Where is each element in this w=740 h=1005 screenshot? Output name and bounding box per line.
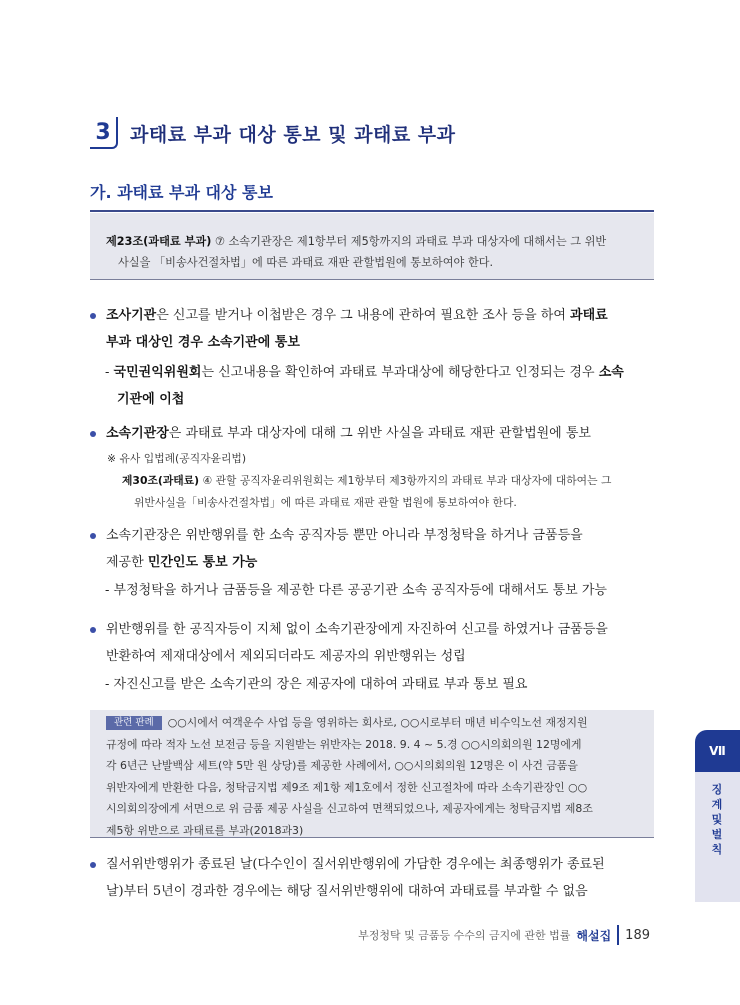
bullet-dot xyxy=(90,313,96,319)
footer-subtitle: 해설집 xyxy=(576,928,612,943)
page-number: 189 xyxy=(625,927,650,943)
bullet-dot xyxy=(90,431,96,437)
law-article: 제23조(과태료 부과) xyxy=(106,235,212,248)
section-heading xyxy=(90,116,456,150)
subsection-title: 가. 과태료 부과 대상 통보 xyxy=(90,183,273,202)
footer-book-title: 부정청탁 및 금품등 수수의 금지에 관한 법률 xyxy=(358,929,571,942)
related-case-box: 관련 판례 ○○시에서 여객운수 사업 등을 영위하는 회사로, ○○시로부터 매년 비수익노선 재정지원 규정에 따라 적자 노선 보전금 등을 지원받는 위반자는 2018. 9. 4 ~ 5.경 ○○시의회의원 12명에게 각 6년근 난발백삼 세트(약 5만 원 상당)를 제공한 사례에서, ○○시의회의원 12명은 이 사건 금품을 위반자에게 반환한 다음, 청탁금지법 제9조 제1항 제1호에서 정한 신고절차에 따라 소속기관장인 ○○ 시의회의장에게 서면으로 위 금품 제공 사실을 신고하여 면책되었으나, 제공자에게는 청탁금지법 제8조 제5항 위반으로 과태료를 부과(2018과3) xyxy=(90,710,654,838)
bullet-dot xyxy=(90,862,96,868)
footer-divider xyxy=(617,925,619,945)
bullet-civilian-notice: 소속기관장은 위반행위를 한 소속 공직자등 뿐만 아니라 부정청탁을 하거나 금품등을 제공한 민간인도 통보 가능 xyxy=(90,522,660,576)
law-line-1: 제23조(과태료 부과) ⑦ 소속기관장은 제1항부터 제5항까지의 과태료 부과 대상자에 대해서는 그 위반 xyxy=(106,235,607,248)
bullet-investigating-agency: 조사기관은 신고를 받거나 이첩받은 경우 그 내용에 관하여 필요한 조사 등을 하여 과태료 부과 대상인 경우 소속기관에 통보 xyxy=(90,302,660,356)
bullet-dot xyxy=(90,627,96,633)
section-number: 3 xyxy=(90,117,118,149)
chapter-side-label: 징계 및 벌칙 xyxy=(711,783,723,856)
subsection-rule xyxy=(90,210,654,212)
law-line-2: 사실을 「비송사건절차법」에 따른 과태료 재판 관할법원에 통보하여야 한다. xyxy=(118,256,494,269)
legislation-note: ※ 유사 입법례(공직자윤리법) 제30조(과태료) ④ 관할 공직자윤리위원회는 제1항부터 제3항까지의 과태료 부과 대상자에 대하여는 그 위반사실을「비송사건절차법」에 따른 과태료 재판 관할 법원에 통보하여야 한다. xyxy=(107,452,612,509)
dash-self-report-notice: - 자진신고를 받은 소속기관의 장은 제공자에 대하여 과태료 부과 통보 필요 xyxy=(105,677,528,692)
bullet-self-report: 위반행위를 한 공직자등이 지체 없이 소속기관장에게 자진하여 신고를 하였거나 금품등을 반환하여 제재대상에서 제외되더라도 제공자의 위반행위는 성립 xyxy=(90,616,660,670)
page-footer xyxy=(358,924,650,946)
bullet-limitation-period: 질서위반행위가 종료된 날(다수인이 질서위반행위에 가담한 경우에는 최종행위가 종료된 날)부터 5년이 경과한 경우에는 해당 질서위반행위에 대하여 과태료를 부과할 수 없음 xyxy=(90,851,660,905)
dash-other-agency: - 부정청탁을 하거나 금품등을 제공한 다른 공공기관 소속 공직자등에 대해서도 통보 가능 xyxy=(105,583,607,598)
law-quote-box xyxy=(90,213,654,280)
section-title: 과태료 부과 대상 통보 및 과태료 부과 xyxy=(130,123,456,146)
bullet-agency-head: 소속기관장은 과태료 부과 대상자에 대해 그 위반 사실을 과태료 재판 관할법원에 통보 xyxy=(90,420,660,447)
dash-acrc: - 국민권익위원회는 신고내용을 확인하여 과태료 부과대상에 해당한다고 인정되는 경우 소속 기관에 이첩 xyxy=(105,365,624,407)
chapter-roman-numeral: Ⅶ xyxy=(695,730,740,772)
case-label: 관련 판례 xyxy=(106,716,162,730)
bullet-dot xyxy=(90,533,96,539)
